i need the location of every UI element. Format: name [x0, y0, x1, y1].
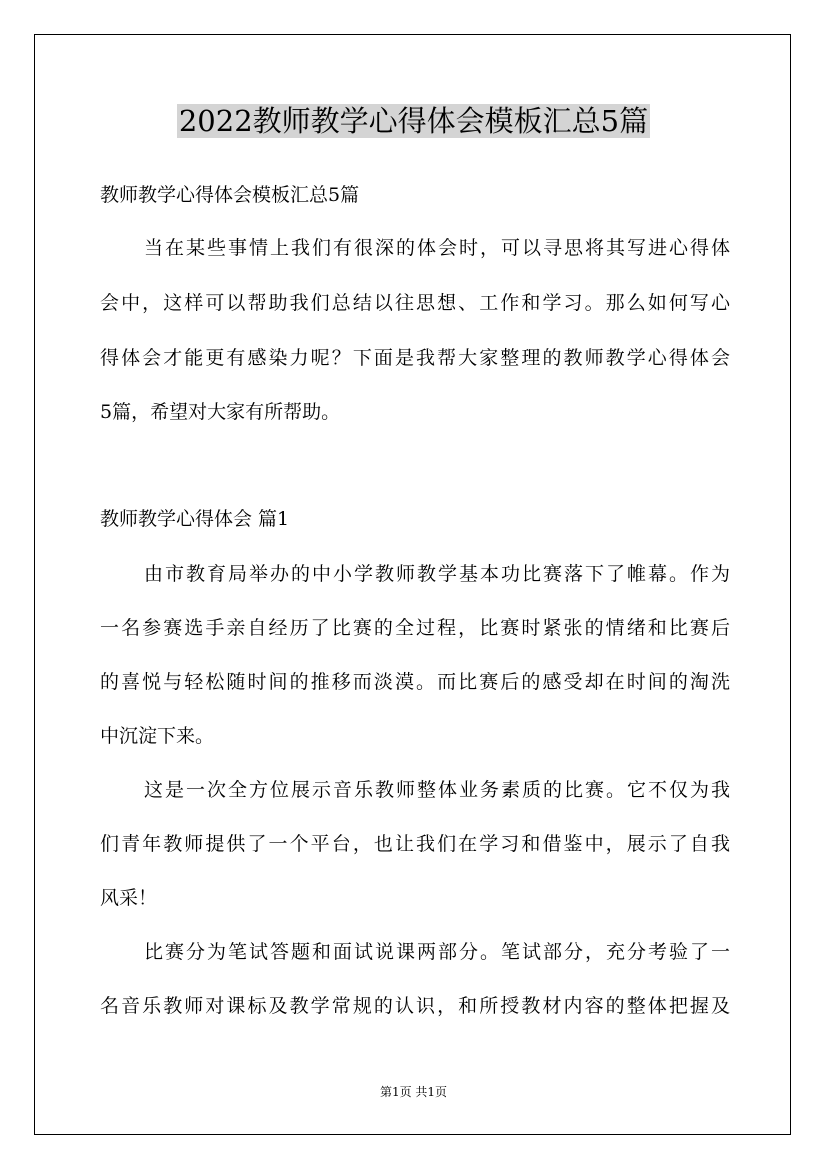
intro-line-4: 5篇，希望对大家有所帮助。	[100, 401, 341, 423]
section-heading: 教师教学心得体会 篇1	[100, 508, 290, 530]
para1-line-2: 一名参赛选手亲自经历了比赛的全过程，比赛时紧张的情绪和比赛后	[100, 617, 730, 639]
page-number-footer: 第1页 共1页	[379, 1085, 448, 1099]
intro-line-1: 当在某些事情上我们有很深的体会时，可以寻思将其写进心得体	[144, 237, 730, 259]
para3-line-2: 名音乐教师对课标及教学常规的认识，和所授教材内容的整体把握及	[100, 995, 730, 1017]
para1-line-1: 由市教育局举办的中小学教师教学基本功比赛落下了帷幕。作为	[144, 563, 730, 585]
para2-line-1: 这是一次全方位展示音乐教师整体业务素质的比赛。它不仅为我	[144, 779, 730, 801]
intro-line-2: 会中，这样可以帮助我们总结以往思想、工作和学习。那么如何写心	[100, 292, 730, 314]
para2-line-3: 风采！	[100, 887, 158, 909]
para1-line-3: 的喜悦与轻松随时间的推移而淡漠。而比赛后的感受却在时间的淘洗	[100, 671, 730, 693]
document-subtitle: 教师教学心得体会模板汇总5篇	[100, 184, 360, 206]
document-title: 2022教师教学心得体会模板汇总5篇	[178, 104, 649, 138]
para3-line-1: 比赛分为笔试答题和面试说课两部分。笔试部分，充分考验了一	[144, 941, 730, 963]
intro-line-3: 得体会才能更有感染力呢？下面是我帮大家整理的教师教学心得体会	[100, 347, 730, 369]
para1-line-4: 中沉淀下来。	[100, 725, 215, 747]
para2-line-2: 们青年教师提供了一个平台，也让我们在学习和借鉴中，展示了自我	[100, 833, 730, 855]
